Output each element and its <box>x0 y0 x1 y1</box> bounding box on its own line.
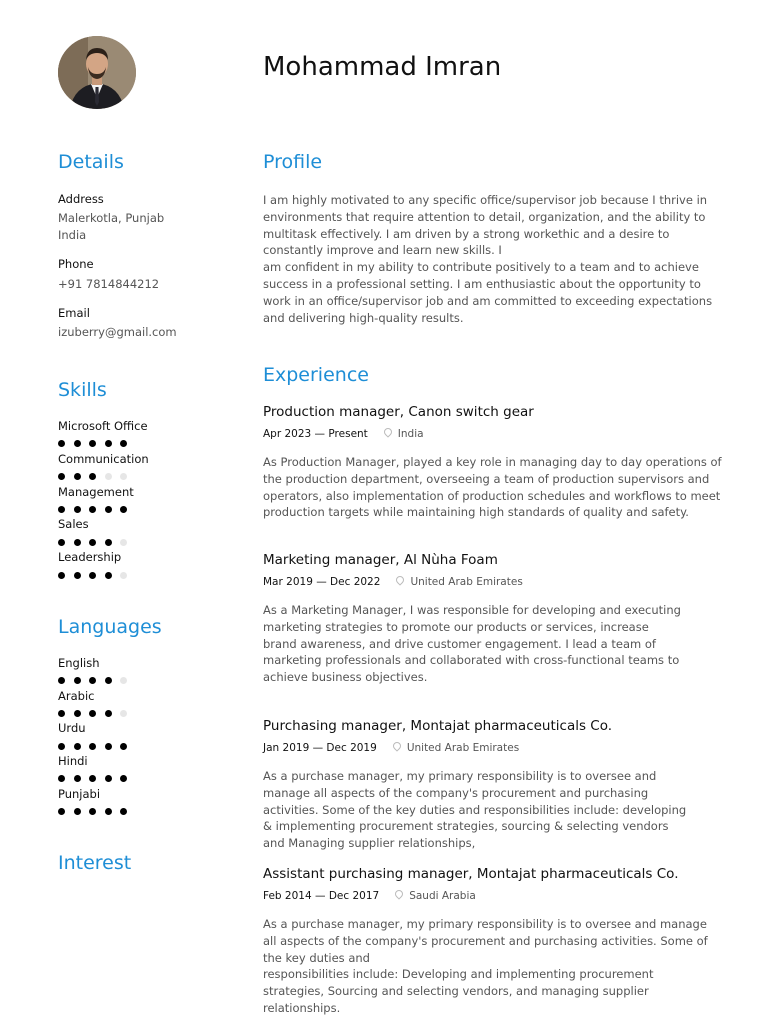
skill-rating <box>58 473 136 481</box>
skill-rating <box>58 539 136 547</box>
skill-rating <box>58 506 136 514</box>
job-meta <box>263 890 476 902</box>
job-dates: Apr 2023 — Present <box>263 428 368 440</box>
rating-dot-filled <box>58 743 65 750</box>
language-name: Hindi <box>58 754 88 768</box>
address-line-1: Malerkotla, Punjab <box>58 211 165 225</box>
rating-dot-filled <box>74 506 81 513</box>
rating-dot-filled <box>74 539 81 546</box>
rating-dot-filled <box>58 710 65 717</box>
job-location-text: United Arab Emirates <box>410 576 523 588</box>
job-location-text: United Arab Emirates <box>406 742 520 754</box>
skill-rating <box>58 572 136 580</box>
job-meta <box>263 576 523 588</box>
rating-dot-filled <box>105 710 112 717</box>
rating-dot-filled <box>120 506 127 513</box>
job-location <box>395 890 476 902</box>
rating-dot-filled <box>89 473 96 480</box>
location-pin-icon <box>382 426 393 437</box>
job-dates: Jan 2019 — Dec 2019 <box>263 742 377 754</box>
rating-dot-filled <box>58 473 65 480</box>
skill-rating <box>58 440 136 448</box>
rating-dot-filled <box>105 808 112 815</box>
job-location <box>396 576 522 588</box>
rating-dot-filled <box>58 808 65 815</box>
skill-name: Sales <box>58 517 89 531</box>
rating-dot-empty <box>120 572 127 579</box>
rating-dot-empty <box>120 473 127 480</box>
profile-text: I am highly motivated to any specific office/supervisor job because I thrive in environments that require attention to detail, organization, and the ability to multitask effectively. I am driven by a strong workethic and a desire to constantly improve and learn new skills. I am confident in my ability to contribute positively to a team and to achieve success in a professional setting. I am enthusiastic about the opportunity to work in an office/supervisor job and am committed to exceeding expectations and delivering high-quality results. <box>263 193 713 325</box>
rating-dot-filled <box>105 440 112 447</box>
profile-heading: Profile <box>263 151 323 173</box>
job-location <box>393 742 519 754</box>
rating-dot-filled <box>74 775 81 782</box>
rating-dot-filled <box>74 743 81 750</box>
skill-name: Microsoft Office <box>58 419 148 433</box>
rating-dot-filled <box>89 710 96 717</box>
rating-dot-empty <box>120 710 127 717</box>
rating-dot-filled <box>89 775 96 782</box>
location-pin-icon <box>391 740 402 751</box>
address-line-2: India <box>58 228 87 242</box>
rating-dot-filled <box>120 775 127 782</box>
rating-dot-filled <box>120 743 127 750</box>
job-dates: Feb 2014 — Dec 2017 <box>263 890 380 902</box>
job-meta <box>263 428 424 440</box>
rating-dot-filled <box>89 539 96 546</box>
address-label: Address <box>58 192 104 206</box>
rating-dot-filled <box>74 473 81 480</box>
interest-heading: Interest <box>58 852 132 874</box>
rating-dot-filled <box>89 808 96 815</box>
job-location-text: Saudi Arabia <box>409 890 476 902</box>
language-rating <box>58 677 136 685</box>
rating-dot-filled <box>74 808 81 815</box>
experience-heading: Experience <box>263 364 369 386</box>
rating-dot-filled <box>89 506 96 513</box>
rating-dot-filled <box>74 572 81 579</box>
rating-dot-filled <box>58 440 65 447</box>
skill-name: Communication <box>58 452 149 466</box>
skills-heading: Skills <box>58 379 107 401</box>
job-description: As a purchase manager, my primary responsibility is to oversee and manage all aspects of the company's procurement and purchasing activities. Some of the key duties and responsibilities include: developing & implementing procurement strategies, sourcing & selecting vendors and Managing supplier relationships, <box>263 769 687 851</box>
rating-dot-filled <box>74 440 81 447</box>
job-meta <box>263 742 519 754</box>
email-value: izuberry@gmail.com <box>58 325 177 339</box>
rating-dot-filled <box>58 775 65 782</box>
language-name: Punjabi <box>58 787 101 801</box>
skill-name: Management <box>58 485 134 499</box>
phone-value: +91 7814844212 <box>58 277 160 291</box>
job-location-text: India <box>397 428 424 440</box>
language-name: English <box>58 656 100 670</box>
language-name: Urdu <box>58 721 86 735</box>
rating-dot-filled <box>74 677 81 684</box>
job-description: As Production Manager, played a key role in managing day to day operations of the production department, overseeing a team of production supervisors and operators, also implementation of production schedules and workflows to meet production targets while maintaining high standards of quality and safety. <box>263 455 722 520</box>
phone-label: Phone <box>58 257 94 271</box>
rating-dot-empty <box>120 677 127 684</box>
rating-dot-filled <box>105 775 112 782</box>
rating-dot-empty <box>105 473 112 480</box>
rating-dot-filled <box>105 506 112 513</box>
rating-dot-filled <box>105 743 112 750</box>
rating-dot-filled <box>105 539 112 546</box>
job-title: Assistant purchasing manager, Montajat pharmaceuticals Co. <box>263 866 679 882</box>
language-rating <box>58 743 136 751</box>
location-pin-icon <box>394 888 405 899</box>
job-title: Production manager, Canon switch gear <box>263 404 534 420</box>
details-heading: Details <box>58 151 124 173</box>
job-location <box>384 428 424 440</box>
rating-dot-filled <box>89 743 96 750</box>
location-pin-icon <box>395 574 406 585</box>
rating-dot-filled <box>89 440 96 447</box>
rating-dot-filled <box>58 506 65 513</box>
job-title: Marketing manager, Al Nùha Foam <box>263 552 498 568</box>
language-rating <box>58 710 136 718</box>
rating-dot-filled <box>105 572 112 579</box>
language-rating <box>58 775 136 783</box>
email-label: Email <box>58 306 90 320</box>
profile-photo <box>58 36 136 109</box>
rating-dot-filled <box>58 572 65 579</box>
rating-dot-filled <box>89 572 96 579</box>
languages-heading: Languages <box>58 616 162 638</box>
rating-dot-filled <box>74 710 81 717</box>
skill-name: Leadership <box>58 550 122 564</box>
rating-dot-empty <box>120 539 127 546</box>
rating-dot-filled <box>58 539 65 546</box>
language-rating <box>58 808 136 816</box>
avatar <box>58 36 136 109</box>
job-description: As a purchase manager, my primary responsibility is to oversee and manage all aspects of the company's procurement and purchasing activities. Some of the key duties and responsibilities include: Developing and implementing procurement strategies, Sourcing and selecting vendors, and managing supplier relationships. <box>263 917 708 1015</box>
rating-dot-filled <box>89 677 96 684</box>
language-name: Arabic <box>58 689 95 703</box>
rating-dot-filled <box>120 440 127 447</box>
rating-dot-filled <box>120 808 127 815</box>
job-description: As a Marketing Manager, I was responsible for developing and executing marketing strategies to promote our products or services, increase brand awareness, and drive customer engagement. I lead a team of marketing professionals and collaborated with cross-functional teams to achieve business objectives. <box>263 603 681 685</box>
job-title: Purchasing manager, Montajat pharmaceuticals Co. <box>263 718 613 734</box>
rating-dot-filled <box>105 677 112 684</box>
job-dates: Mar 2019 — Dec 2022 <box>263 576 381 588</box>
candidate-name: Mohammad Imran <box>263 52 502 82</box>
rating-dot-filled <box>58 677 65 684</box>
